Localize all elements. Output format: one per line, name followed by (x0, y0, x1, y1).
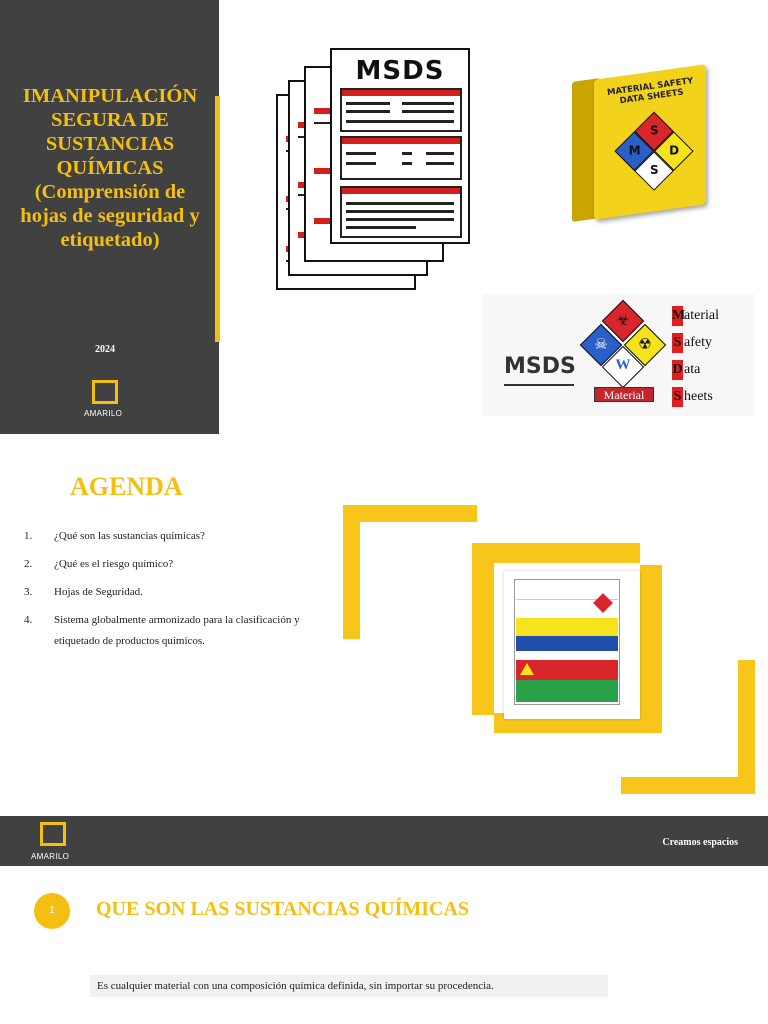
agenda-slide (0, 434, 768, 868)
amarilo-logo-text: AMARILO (31, 852, 70, 861)
msds-doc-label: MSDS (355, 56, 445, 86)
safety-data-sheet (514, 579, 620, 705)
title-slide (0, 0, 768, 434)
amarilo-logo-icon (40, 822, 66, 846)
agenda-item: 4. Sistema globalmente armonizado para la clasificación y etiquetado de productos químicos. (24, 614, 300, 647)
msds-acronym-row: M aterial (672, 302, 719, 329)
msds-logo-word: MSDS (504, 354, 576, 379)
msds-doc-front (330, 48, 470, 244)
msds-logo-underline (504, 384, 574, 386)
section-number-badge: 1 (34, 893, 70, 929)
safety-data-sheet-image (504, 571, 640, 719)
decor-bracket-top (343, 505, 477, 522)
agenda-item: 3. Hojas de Seguridad. (24, 586, 143, 598)
msds-acronym-row: S heets (672, 383, 719, 410)
msds-acronym-list (672, 302, 719, 410)
section-slide (0, 866, 768, 1024)
agenda-title: AGENDA (70, 472, 183, 501)
msds-acronym-row: S afety (672, 329, 719, 356)
msds-binder-image (572, 72, 712, 222)
amarilo-logo-text: AMARILO (84, 409, 123, 418)
binder-title: MATERIAL SAFETY DATA SHEETS (606, 76, 695, 107)
title-panel (0, 0, 219, 434)
decor-bracket-left (343, 505, 360, 639)
decor-frame-top (472, 543, 640, 563)
msds-document-stack-image (276, 48, 476, 298)
section-title: QUE SON LAS SUSTANCIAS QUÍMICAS (96, 898, 470, 920)
msds-doc-section-2 (340, 136, 462, 180)
agenda-item: 2. ¿Qué es el riesgo químico? (24, 558, 174, 570)
msds-hazard-logo-image: MSDS ☣ ☠ ☢ W Material M aterial S afety D ata S heets (482, 294, 754, 416)
agenda-list (24, 526, 334, 659)
presentation-year: 2024 (95, 344, 115, 355)
decor-bracket-right (738, 660, 755, 794)
amarilo-logo-icon (92, 380, 118, 404)
msds-doc-section-1 (340, 88, 462, 132)
agenda-item: 1. ¿Qué son las sustancias químicas? (24, 530, 205, 542)
decor-bracket-bottom (621, 777, 755, 794)
msds-doc-section-3 (340, 186, 462, 238)
decor-frame-right (640, 565, 662, 733)
brand-footer-bar (0, 816, 768, 866)
decor-frame-left (472, 543, 494, 715)
msds-acronym-row: D ata (672, 356, 719, 383)
msds-diamond-icon: S D M S (612, 112, 697, 197)
title-accent-bar (215, 96, 220, 342)
footer-tagline: Creamos espacios (662, 837, 738, 848)
presentation-title: IMANIPULACIÓN SEGURA DE SUSTANCIAS QUÍMICAS (Comprensión de hojas de seguridad y etiquetado) (20, 85, 200, 251)
definition-text: Es cualquier material con una composición química definida, sin importar su procedencia. (90, 975, 608, 997)
msds-material-label: Material (594, 387, 654, 402)
